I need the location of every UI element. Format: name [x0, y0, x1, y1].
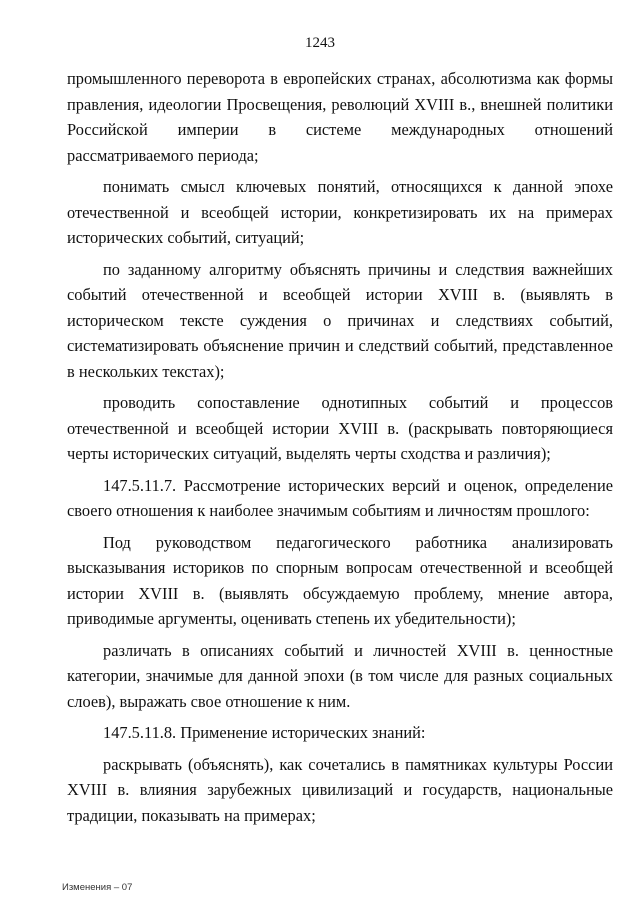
footer-revision-note: Изменения – 07 [62, 882, 133, 893]
document-body [67, 66, 613, 834]
paragraph: различать в описаниях событий и личностей XVIII в. ценностные категории, значимые для данной эпохи (в том числе для разных социальных слоев), выражать свое отношение к ним. [67, 640, 613, 711]
paragraph: Под руководством педагогического работника анализировать высказывания историков по спорным вопросам отечественной и всеобщей истории XVIII в. (выявлять обсуждаемую проблему, мнение автора, приводимые аргументы, оценивать степень их убедительности); [67, 532, 613, 628]
section-heading-147-5-11-8: 147.5.11.8. Применение исторических знаний: [103, 723, 426, 742]
page-number: 1243 [305, 35, 335, 51]
paragraph: по заданному алгоритму объяснять причины и следствия важнейших событий отечественной и всеобщей истории XVIII в. (выявлять в историческом тексте суждения о причинах и следствиях событий, систематизировать объяснение причин и следствий событий, представленное в нескольких текстах); [67, 259, 613, 381]
paragraph: понимать смысл ключевых понятий, относящихся к данной эпохе отечественной и всеобщей истории, конкретизировать их на примерах исторических событий, ситуаций; [67, 177, 613, 247]
paragraph: проводить сопоставление однотипных событий и процессов отечественной и всеобщей истории XVIII в. (раскрывать повторяющиеся черты исторических ситуаций, выделять черты сходства и различия); [67, 393, 613, 463]
paragraph-continuation: промышленного переворота в европейских странах, абсолютизма как формы правления, идеологии Просвещения, революций XVIII в., внешней политики Российской империи в системе международных отношений рассматриваемого периода; [67, 69, 613, 165]
section-heading-147-5-11-7: 147.5.11.7. Рассмотрение исторических версий и оценок, определение своего отношения к наиболее значимым событиям и личностям прошлого: [67, 475, 613, 520]
paragraph: раскрывать (объяснять), как сочетались в памятниках культуры России XVIII в. влияния зарубежных цивилизаций и государств, национальные традиции, показывать на примерах; [67, 754, 613, 825]
